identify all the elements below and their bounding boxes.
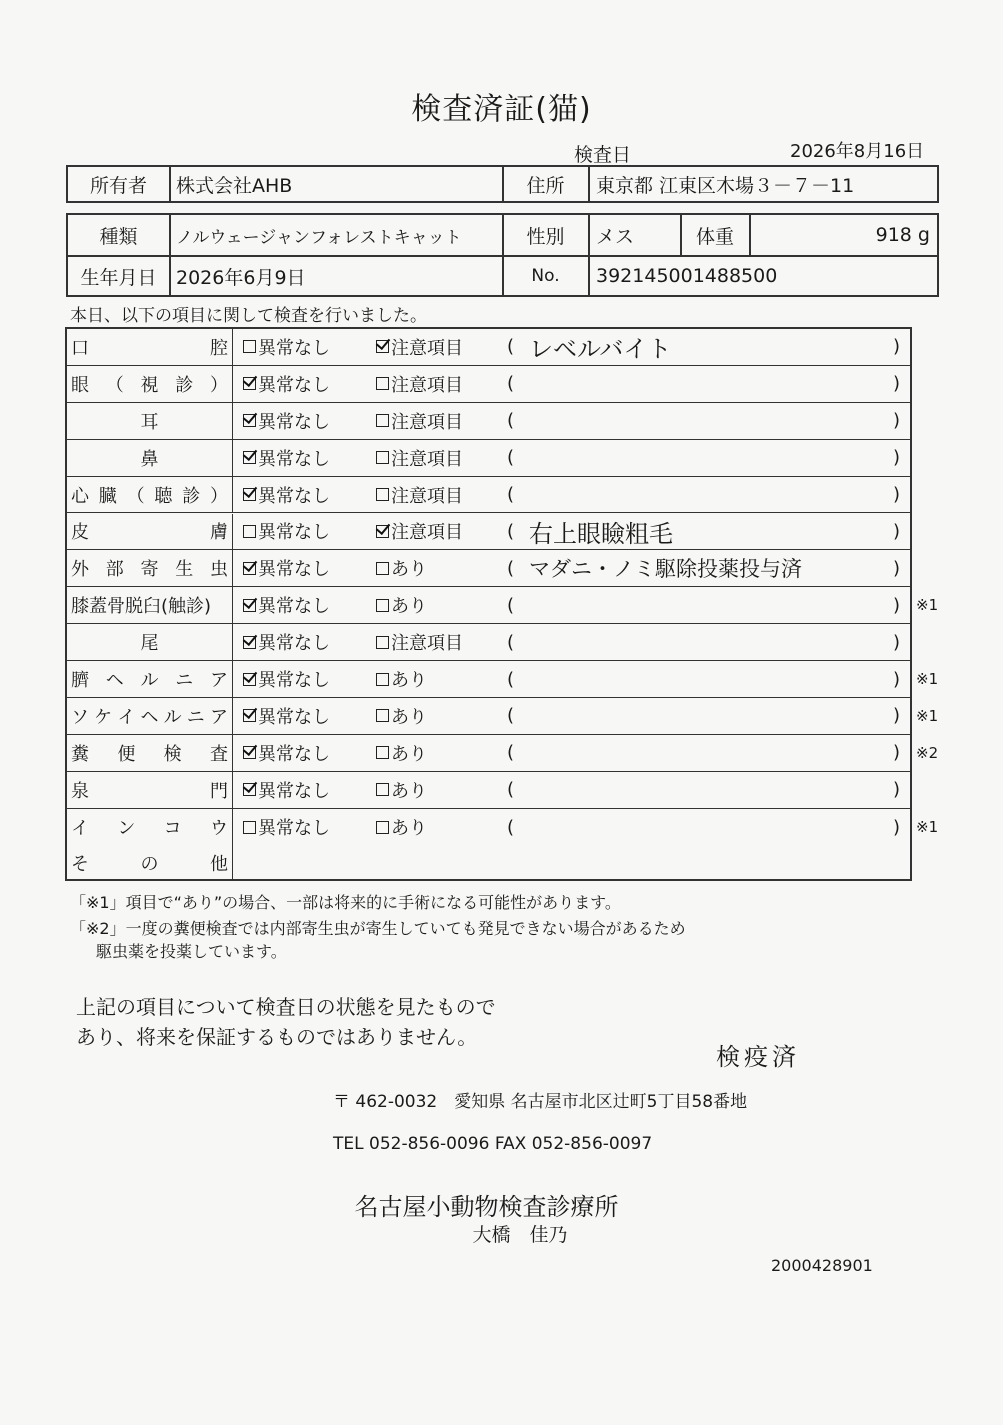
paren-close: )	[893, 447, 901, 469]
checkbox-icon[interactable]	[376, 488, 389, 501]
checkbox-icon[interactable]	[376, 821, 389, 834]
paren-close: )	[893, 705, 901, 727]
exam-date-label: 検査日	[574, 144, 632, 166]
checkbox-icon[interactable]	[243, 414, 256, 427]
inspection-row	[67, 550, 910, 587]
paren-close: )	[893, 779, 901, 801]
checkbox-icon[interactable]	[243, 821, 256, 834]
paren-close: )	[893, 520, 901, 542]
attention-checkbox[interactable]	[376, 329, 463, 365]
paren-close: )	[893, 816, 901, 838]
reference-mark: ※1	[916, 596, 939, 615]
option-label: 異常なし	[258, 559, 330, 581]
checkbox-icon[interactable]	[376, 673, 389, 686]
inspection-row	[67, 477, 910, 514]
paren-open: (	[507, 410, 515, 432]
checkbox-icon[interactable]	[243, 525, 256, 538]
paren-open: (	[507, 816, 515, 838]
paren-close: )	[893, 631, 901, 653]
paren-close: )	[893, 557, 901, 579]
option-label: 異常なし	[258, 743, 330, 765]
inspection-row	[67, 772, 910, 809]
checkbox-icon[interactable]	[376, 783, 389, 796]
clinic-address: 〒 462-0032 愛知県 名古屋市北区辻町5丁目58番地	[333, 1092, 748, 1112]
paren-open: (	[507, 668, 515, 690]
dob-label: 生年月日	[80, 266, 157, 289]
option-label: あり	[391, 670, 427, 692]
inspection-item-label: 眼 （ 視 診 ）	[67, 366, 233, 402]
paren-open: (	[507, 557, 515, 579]
option-label: 注意項目	[391, 448, 463, 470]
reference-mark: ※1	[916, 706, 939, 725]
option-label: 異常なし	[258, 485, 330, 507]
reference-mark: ※1	[916, 818, 939, 837]
paren-open: (	[507, 631, 515, 653]
clinic-name: 名古屋小動物検査診療所	[354, 1193, 619, 1221]
inspection-item-label: 外 部 寄 生 虫	[67, 550, 233, 586]
normal-checkbox[interactable]	[243, 661, 330, 697]
address-label: 住所	[526, 174, 565, 197]
inspection-row	[67, 329, 910, 366]
inspection-item-label: 耳	[67, 403, 233, 439]
present-checkbox[interactable]	[376, 735, 427, 771]
intro-text: 本日、以下の項目に関して検査を行いました。	[70, 306, 427, 326]
inspection-row	[67, 661, 939, 698]
checkbox-icon[interactable]	[243, 340, 256, 353]
present-checkbox[interactable]	[376, 550, 427, 586]
paren-open: (	[507, 594, 515, 616]
checkbox-icon[interactable]	[376, 599, 389, 612]
option-label: あり	[391, 706, 427, 728]
inspection-item-label: 泉 門	[67, 772, 233, 808]
owner-address: 東京都 江東区木場３－７－11	[596, 174, 855, 197]
inspection-row	[67, 698, 939, 735]
paren-close: )	[893, 742, 901, 764]
checkbox-icon[interactable]	[243, 599, 256, 612]
paren-open: (	[507, 373, 515, 395]
disclaimer-text: 上記の項目について検査日の状態を見たものであり、将来を保証するものではありません。	[76, 995, 496, 1049]
owner-label: 所有者	[89, 174, 147, 197]
checkbox-icon[interactable]	[243, 746, 256, 759]
normal-checkbox[interactable]	[243, 587, 330, 623]
checkbox-icon[interactable]	[243, 709, 256, 722]
attention-checkbox[interactable]	[376, 514, 463, 550]
clinic-phone: TEL 052-856-0096 FAX 052-856-0097	[333, 1134, 653, 1154]
paren-open: (	[507, 520, 515, 542]
inspection-row	[67, 587, 939, 624]
exam-date-value: 2026年8月16日	[790, 141, 925, 162]
attention-checkbox[interactable]	[376, 477, 463, 513]
option-label: 注意項目	[391, 633, 463, 655]
inspection-row	[67, 514, 910, 551]
paren-close: )	[893, 594, 901, 616]
normal-checkbox[interactable]	[243, 809, 330, 846]
paren-close: )	[893, 373, 901, 395]
weight-label: 体重	[695, 225, 734, 248]
checkbox-icon[interactable]	[243, 673, 256, 686]
checkbox-icon[interactable]	[243, 377, 256, 390]
paren-open: (	[507, 484, 515, 506]
paren-open: (	[507, 742, 515, 764]
normal-checkbox[interactable]	[243, 403, 330, 439]
breed-value: ノルウェージャンフォレストキャット	[176, 227, 462, 248]
pet-box	[66, 213, 939, 297]
document-title: 検査済証(猫)	[411, 92, 592, 127]
checkbox-icon[interactable]	[376, 746, 389, 759]
attention-checkbox[interactable]	[376, 366, 463, 402]
reference-mark: ※1	[916, 670, 939, 689]
checkbox-icon[interactable]	[243, 636, 256, 649]
attention-checkbox[interactable]	[376, 403, 463, 439]
option-label: 異常なし	[258, 780, 330, 802]
checkbox-icon[interactable]	[243, 488, 256, 501]
inspection-row	[67, 440, 910, 477]
option-label: あり	[391, 743, 427, 765]
breed-label: 種類	[99, 225, 138, 248]
inspection-table	[65, 327, 939, 881]
inspection-row	[67, 809, 939, 846]
sex-value: メス	[596, 225, 635, 248]
attention-checkbox[interactable]	[376, 624, 463, 660]
inspection-row	[67, 624, 910, 661]
option-label: 異常なし	[258, 522, 330, 544]
option-label: 異常なし	[258, 670, 330, 692]
normal-checkbox[interactable]	[243, 329, 330, 365]
option-label: 注意項目	[391, 485, 463, 507]
option-label: 異常なし	[258, 818, 330, 840]
owner-box	[66, 165, 939, 203]
normal-checkbox[interactable]	[243, 366, 330, 402]
footnote-2-cont: 駆虫薬を投薬しています。	[96, 942, 287, 961]
paren-close: )	[893, 336, 901, 358]
checkbox-icon[interactable]	[243, 562, 256, 575]
normal-checkbox[interactable]	[243, 514, 330, 550]
paren-open: (	[507, 336, 515, 358]
other-row	[67, 846, 910, 880]
inspection-item-label: 臍 ヘ ル ニ ア	[67, 661, 233, 697]
inspection-item-label: ソ ケ イ ヘ ル ニ ア	[67, 698, 233, 734]
option-label: 異常なし	[258, 374, 330, 396]
checkbox-icon[interactable]	[376, 340, 389, 353]
option-label: 異常なし	[258, 448, 330, 470]
sex-label: 性別	[526, 225, 565, 248]
doctor-name: 大橋 佳乃	[472, 1224, 568, 1246]
paren-open: (	[507, 779, 515, 801]
number-label: No.	[531, 266, 560, 286]
reference-mark: ※2	[916, 743, 939, 762]
normal-checkbox[interactable]	[243, 772, 330, 808]
option-label: あり	[391, 818, 427, 840]
inspection-item-label: 尾	[67, 624, 233, 660]
present-checkbox[interactable]	[376, 698, 427, 734]
option-label: あり	[391, 559, 427, 581]
option-label: あり	[391, 596, 427, 618]
checkbox-icon[interactable]	[376, 451, 389, 464]
option-label: 異常なし	[258, 596, 330, 618]
checkbox-icon[interactable]	[376, 525, 389, 538]
normal-checkbox[interactable]	[243, 624, 330, 660]
inspection-item-label: 皮 膚	[67, 514, 233, 550]
option-label: 注意項目	[391, 522, 463, 544]
option-label: 異常なし	[258, 633, 330, 655]
present-checkbox[interactable]	[376, 661, 427, 697]
present-checkbox[interactable]	[376, 809, 427, 846]
checkbox-icon[interactable]	[243, 783, 256, 796]
inspection-item-label: 糞 便 検 査	[67, 735, 233, 771]
inspection-item-label: 心 臓 （ 聴 診 ）	[67, 477, 233, 513]
normal-checkbox[interactable]	[243, 735, 330, 771]
normal-checkbox[interactable]	[243, 440, 330, 476]
option-label: 注意項目	[391, 337, 463, 359]
present-checkbox[interactable]	[376, 587, 427, 623]
normal-checkbox[interactable]	[243, 477, 330, 513]
checkbox-icon[interactable]	[376, 414, 389, 427]
normal-checkbox[interactable]	[243, 550, 330, 586]
checkbox-icon[interactable]	[376, 636, 389, 649]
dob-value: 2026年6月9日	[176, 266, 306, 289]
attention-checkbox[interactable]	[376, 440, 463, 476]
footnote-1: 「※1」項目で“あり”の場合、一部は将来的に手術になる可能性があります。	[70, 893, 621, 912]
checkbox-icon[interactable]	[376, 377, 389, 390]
inspection-note: レベルバイト	[529, 335, 672, 364]
inspection-item-label: 口 腔	[67, 329, 233, 365]
inspection-row	[67, 403, 910, 440]
checkbox-icon[interactable]	[376, 709, 389, 722]
inspection-item-label: イ ン コ ウ	[67, 809, 233, 846]
checkbox-icon[interactable]	[376, 562, 389, 575]
inspection-note: マダニ・ノミ駆除投薬投与済	[529, 557, 802, 582]
inspection-note: 右上眼瞼粗毛	[529, 519, 673, 548]
paren-close: )	[893, 668, 901, 690]
normal-checkbox[interactable]	[243, 698, 330, 734]
option-label: 異常なし	[258, 411, 330, 433]
other-row-label: そ の 他	[67, 846, 233, 880]
inspection-row	[67, 735, 939, 772]
inspection-row	[67, 366, 910, 403]
option-label: 異常なし	[258, 706, 330, 728]
paren-open: (	[507, 705, 515, 727]
option-label: 異常なし	[258, 337, 330, 359]
checkbox-icon[interactable]	[243, 451, 256, 464]
quarantine-stamp: 検疫済	[716, 1043, 800, 1071]
weight-value: 918 g	[875, 224, 930, 246]
footnote-2: 「※2」一度の糞便検査では内部寄生虫が寄生していても発見できない場合があるため	[70, 919, 686, 938]
owner-name: 株式会社AHB	[176, 174, 293, 197]
paren-open: (	[507, 447, 515, 469]
paren-close: )	[893, 410, 901, 432]
paren-close: )	[893, 484, 901, 506]
document-number: 2000428901	[771, 1256, 873, 1275]
inspection-item-label: 鼻	[67, 440, 233, 476]
option-label: 注意項目	[391, 411, 463, 433]
number-value: 392145001488500	[596, 265, 778, 287]
option-label: あり	[391, 780, 427, 802]
inspection-item-label: 膝蓋骨脱臼(触診)	[67, 587, 233, 623]
present-checkbox[interactable]	[376, 772, 427, 808]
option-label: 注意項目	[391, 374, 463, 396]
